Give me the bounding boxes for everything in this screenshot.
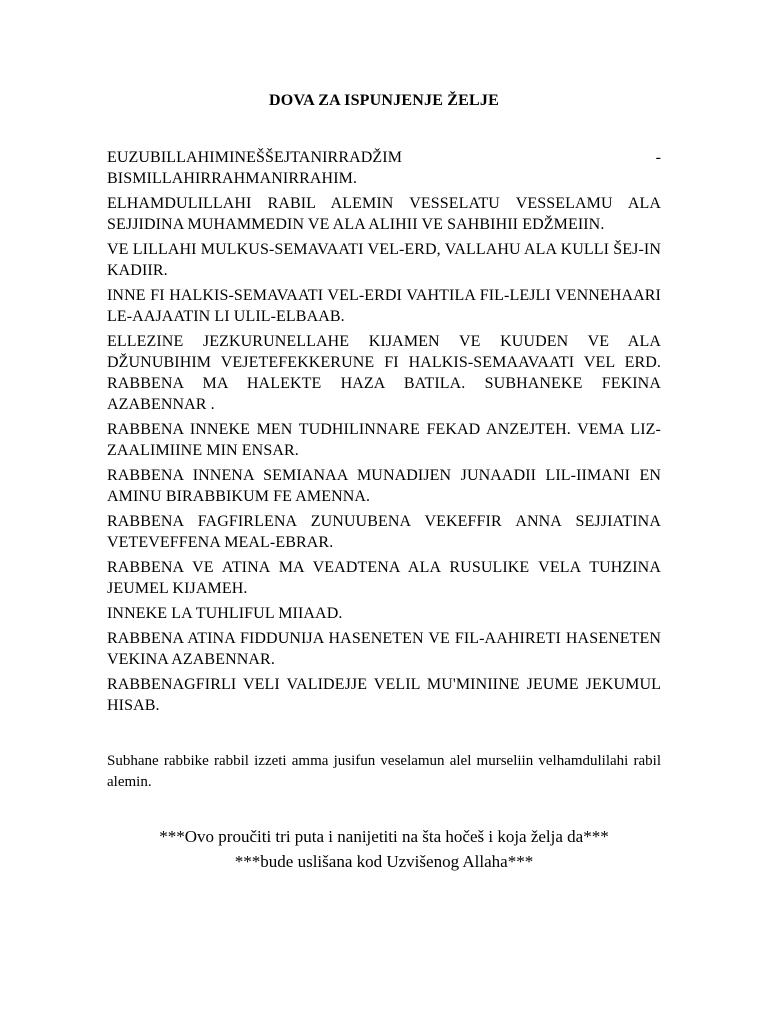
- paragraph-4: ELLEZINE JEZKURUNELLAHE KIJAMEN VE KUUDEN VE ALA DŽUNUBIHIM VEJETEFEKKERUNE FI HALKIS-SEMAAVAATI VEL ERD. RABBENA MA HALEKTE HAZA BATILA. SUBHANEKE FEKINA AZABENNAR .: [107, 333, 661, 413]
- instruction-line-2: ***bude uslišana kod Uzvišenog Allaha***: [234, 852, 534, 871]
- opening-line: EUZUBILLAHIMINEŠŠEJTANIRRADŽIM: [107, 149, 403, 166]
- paragraph-11: RABBENAGFIRLI VELI VALIDEJJE VELIL MU'MINIINE JEUME JEKUMUL HISAB.: [107, 676, 661, 714]
- opening-paragraph: [107, 147, 661, 189]
- paragraph-7: RABBENA FAGFIRLENA ZUNUUBENA VEKEFFIR ANNA SEJJIATINA VETEVEFFENA MEAL-EBRAR.: [107, 513, 661, 551]
- instruction-line-1: ***Ovo proučiti tri puta i nanijetiti na šta hočeš i koja želja da***: [159, 827, 609, 846]
- document-title: DOVA ZA ISPUNJENJE ŽELJE: [269, 92, 499, 109]
- paragraph-2: VE LILLAHI MULKUS-SEMAVAATI VEL-ERD, VALLAHU ALA KULLI ŠEJ-IN KADIIR.: [107, 241, 661, 279]
- paragraph-9: INNEKE LA TUHLIFUL MIIAAD.: [107, 605, 343, 622]
- paragraph-6: RABBENA INNENA SEMIANAA MUNADIJEN JUNAADII LIL-IIMANI EN AMINU BIRABBIKUM FE AMENNA.: [107, 467, 661, 505]
- opening-line-2: BISMILLAHIRRAHMANIRRAHIM.: [107, 170, 358, 187]
- closing-paragraph: Subhane rabbike rabbil izzeti amma jusifun veselamun alel murseliin velhamdulilahi rabil alemin.: [107, 753, 661, 790]
- opening-first-line: [107, 147, 661, 168]
- opening-dash: -: [655, 149, 661, 166]
- dua-body: [107, 147, 661, 720]
- paragraph-10: RABBENA ATINA FIDDUNIJA HASENETEN VE FIL-AAHIRETI HASENETEN VEKINA AZABENNAR.: [107, 630, 661, 668]
- instruction-text: [60, 824, 708, 874]
- paragraph-5: RABBENA INNEKE MEN TUDHILINNARE FEKAD ANZEJTEH. VEMA LIZ-ZAALIMIINE MIN ENSAR.: [107, 421, 661, 459]
- paragraph-3: INNE FI HALKIS-SEMAVAATI VEL-ERDI VAHTILA FIL-LEJLI VENNEHAARI LE-AAJAATIN LI ULIL-ELBAAB.: [107, 287, 661, 325]
- paragraph-1: ELHAMDULILLAHI RABIL ALEMIN VESSELATU VESSELAMU ALA SEJJIDINA MUHAMMEDIN VE ALA ALIHII VE SAHBIHII EDŽMEIIN.: [107, 195, 661, 233]
- paragraph-8: RABBENA VE ATINA MA VEADTENA ALA RUSULIKE VELA TUHZINA JEUMEL KIJAMEH.: [107, 559, 661, 597]
